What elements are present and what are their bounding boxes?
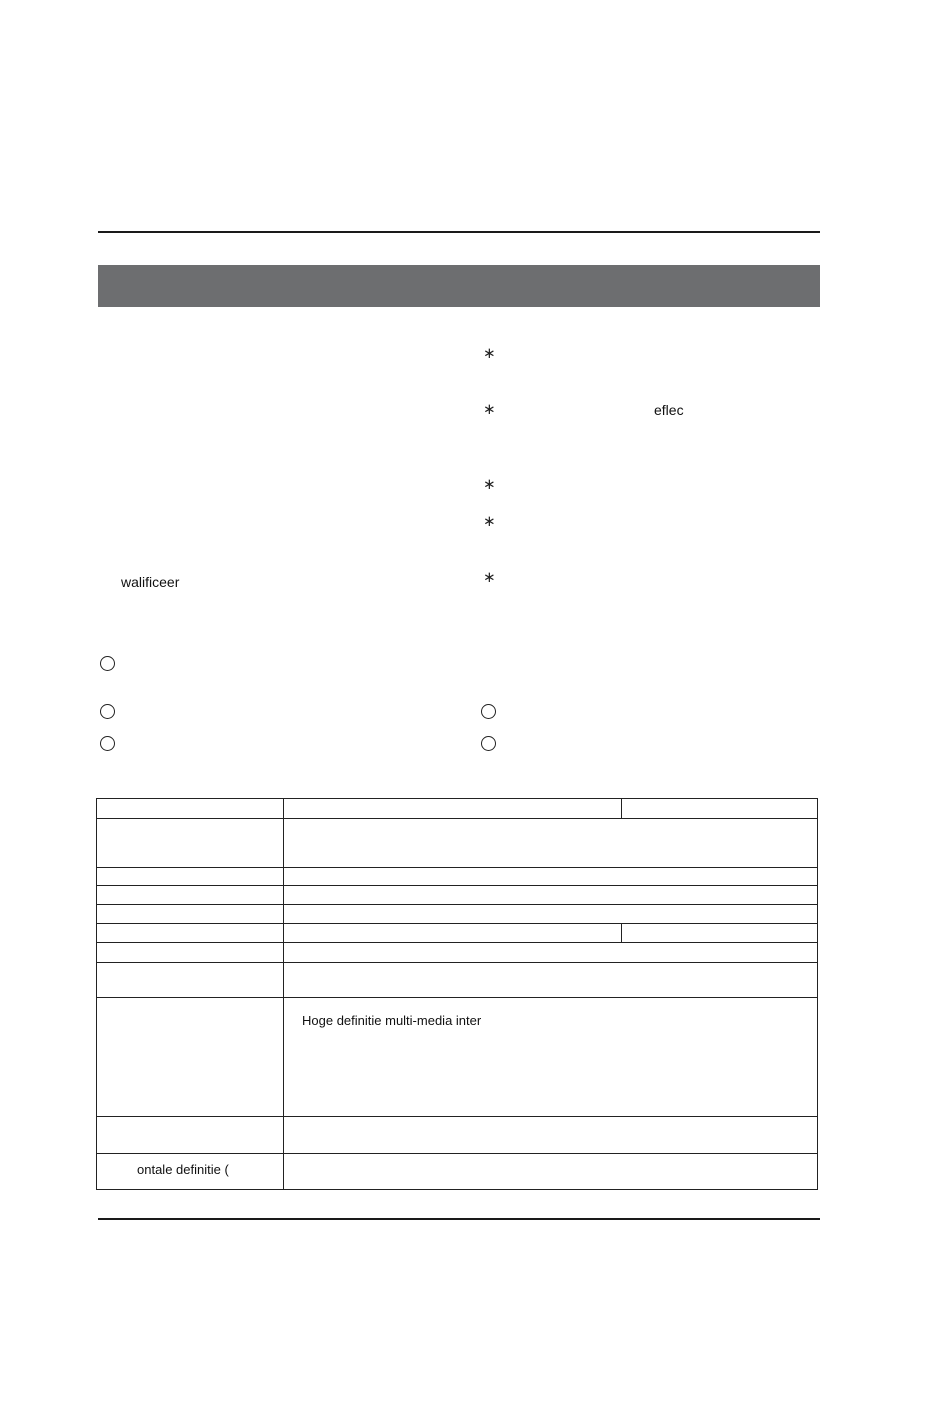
specifications-table	[96, 798, 818, 1190]
section-header-band	[98, 265, 820, 307]
table-cell-last-row-label: ontale definitie (	[137, 1162, 229, 1177]
bullet-star-icon: ∗	[483, 475, 496, 493]
table-column-divider	[283, 799, 284, 1189]
left-text-fragment: walificeer	[121, 574, 180, 590]
table-row-divider	[97, 1153, 817, 1154]
bullet-star-icon: ∗	[483, 400, 496, 418]
bullet-star-icon: ∗	[483, 512, 496, 530]
table-row-divider	[97, 923, 817, 924]
callout-circle-icon	[100, 736, 115, 751]
callout-circle-icon	[481, 704, 496, 719]
table-row-divider	[97, 997, 817, 998]
table-row-divider	[97, 1116, 817, 1117]
table-row-divider	[97, 885, 817, 886]
table-column-divider	[621, 924, 622, 943]
callout-circle-icon	[100, 704, 115, 719]
bullet-star-icon: ∗	[483, 568, 496, 586]
top-rule	[98, 231, 820, 233]
table-row-divider	[97, 942, 817, 943]
bottom-rule	[98, 1218, 820, 1220]
table-row-divider	[97, 904, 817, 905]
callout-circle-icon	[481, 736, 496, 751]
table-row-divider	[97, 962, 817, 963]
table-row-divider	[97, 818, 817, 819]
right-text-fragment: eflec	[654, 402, 684, 418]
table-row-divider	[97, 867, 817, 868]
callout-circle-icon	[100, 656, 115, 671]
table-column-divider	[621, 799, 622, 818]
table-cell-hdmi: Hoge definitie multi-media inter	[302, 1013, 482, 1028]
bullet-star-icon: ∗	[483, 344, 496, 362]
